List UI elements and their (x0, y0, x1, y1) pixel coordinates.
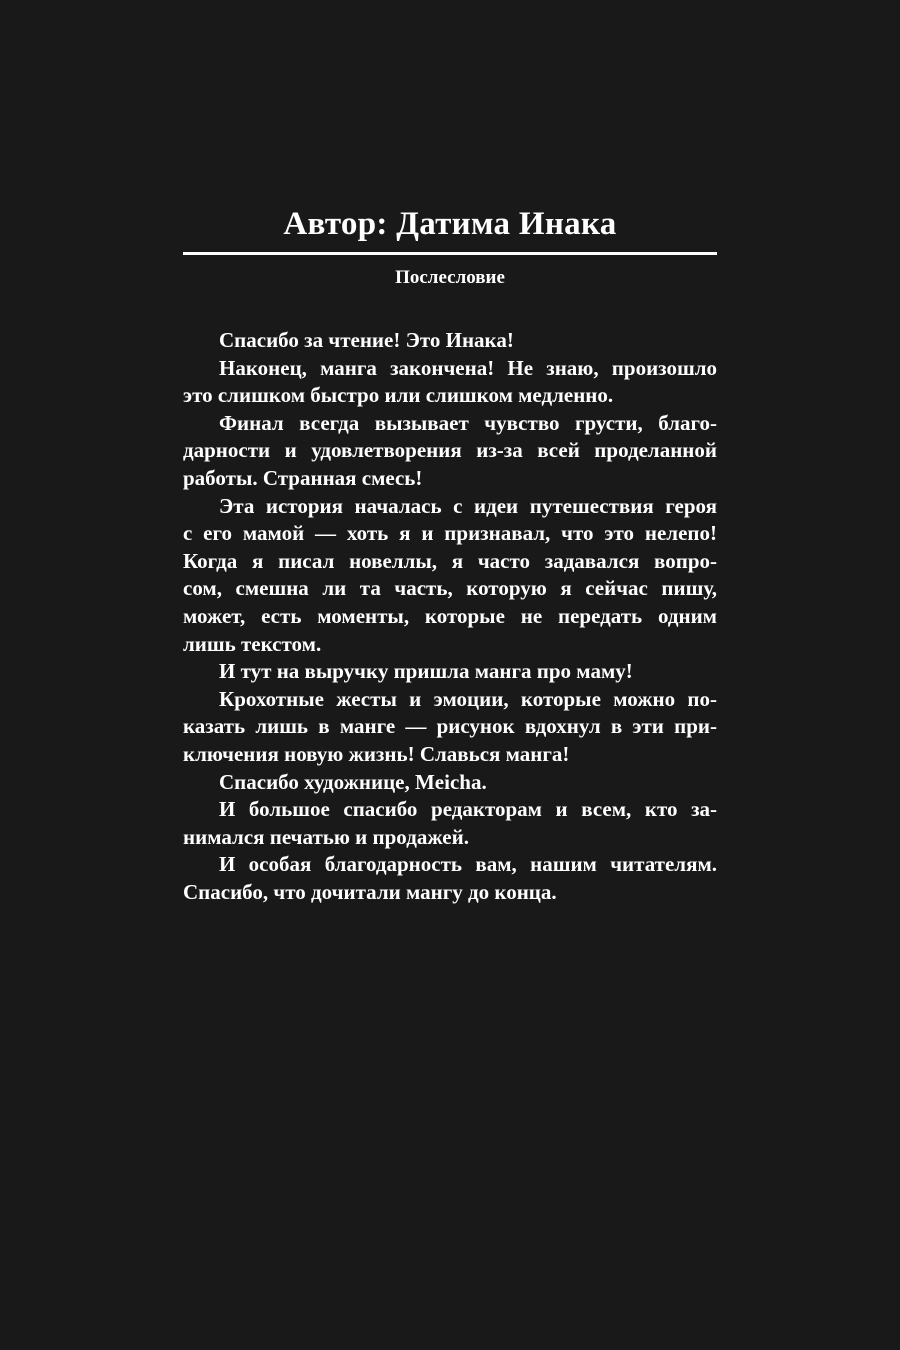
text-line: Спасибо художнице, Meicha. (219, 769, 487, 794)
paragraph (183, 410, 717, 493)
text-line: Наконец, манга закончена! Не знаю, произошло (219, 355, 717, 380)
paragraph (183, 851, 717, 906)
paragraph (183, 769, 717, 797)
text-line: Когда я писал новеллы, я часто задавался вопро- (183, 548, 717, 573)
text-line: работы. Странная смесь! (183, 465, 423, 490)
title-divider (183, 252, 717, 255)
text-line: это слишком быстро или слишком медленно. (183, 383, 614, 408)
paragraph (183, 493, 717, 659)
paragraph (183, 327, 717, 355)
text-line: может, есть моменты, которые не передать одним (183, 603, 717, 628)
text-line: дарности и удовлетворения из-за всей проделанной (183, 438, 717, 463)
text-line: нимался печатью и продажей. (183, 824, 469, 849)
text-line: с его мамой — хоть я и признавал, что это нелепо! (183, 521, 717, 546)
section-subtitle: Послесловие (395, 267, 505, 288)
paragraph (183, 658, 717, 686)
text-line: И тут на выручку пришла манга про маму! (219, 659, 633, 684)
text-line: сом, смешна ли та часть, которую я сейчас пишу, (183, 576, 717, 601)
text-line: Крохотные жесты и эмоции, которые можно по- (219, 686, 717, 711)
text-line: И большое спасибо редакторам и всем, кто за- (219, 797, 717, 822)
afterword-body (183, 327, 717, 906)
text-line: ключения новую жизнь! Славься манга! (183, 741, 570, 766)
paragraph (183, 355, 717, 410)
paragraph (183, 796, 717, 851)
text-line: казать лишь в манге — рисунок вдохнул в эти при- (183, 714, 717, 739)
author-title: Автор: Датима Инака (283, 206, 617, 242)
text-line: Спасибо, что дочитали мангу до конца. (183, 879, 557, 904)
text-line: Эта история началась с идеи путешествия героя (219, 493, 717, 518)
paragraph (183, 686, 717, 769)
text-line: Финал всегда вызывает чувство грусти, благо- (219, 410, 717, 435)
text-line: лишь текстом. (183, 631, 322, 656)
afterword-header (183, 202, 717, 290)
text-line: И особая благодарность вам, нашим читателям. (219, 852, 717, 877)
text-line: Спасибо за чтение! Это Инака! (219, 328, 514, 352)
